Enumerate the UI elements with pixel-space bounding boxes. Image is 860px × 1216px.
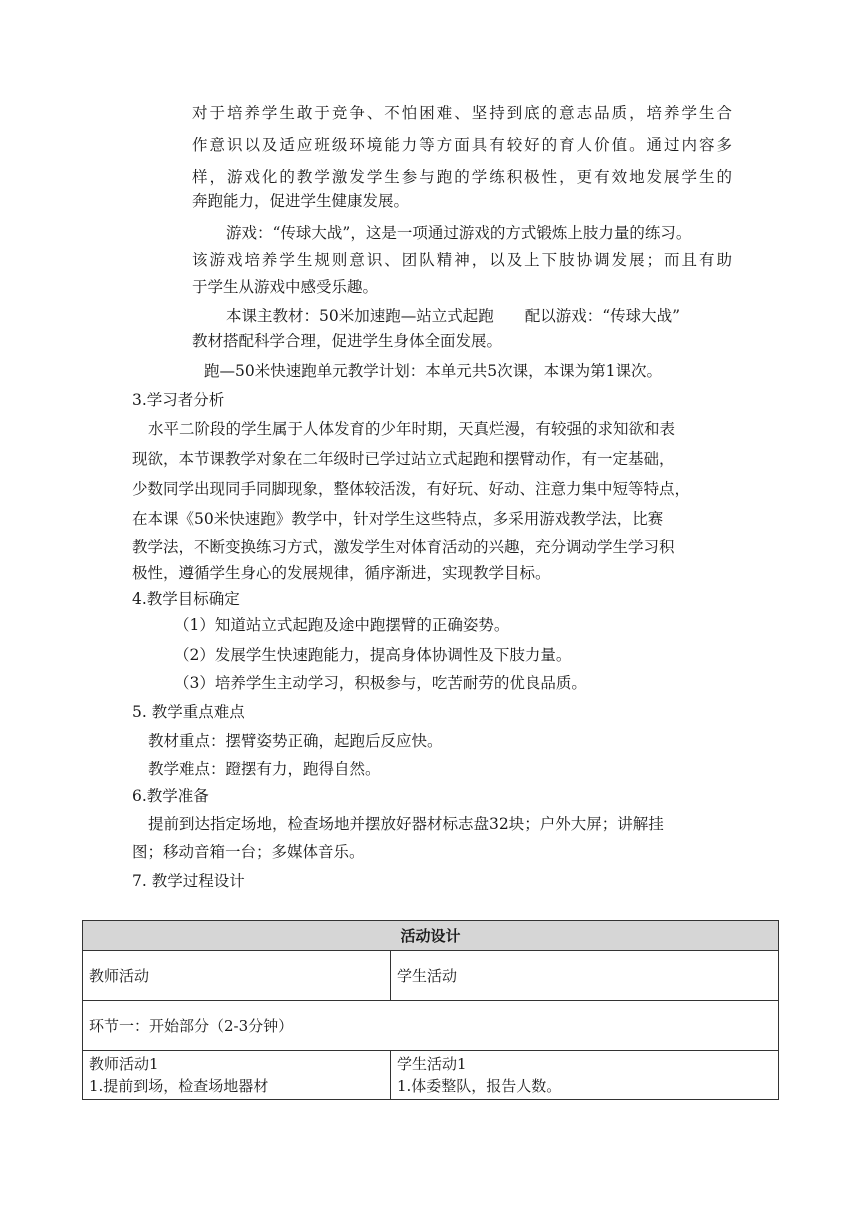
text-line: 游戏：“传球大战”，这是一项通过游戏的方式锻炼上肢力量的练习。: [226, 224, 692, 242]
text-line: 现欲，本节课教学对象在二年级时已学过站立式起跑和摆臂动作，有一定基础，: [132, 450, 675, 468]
stage-row: 环节一：开始部分（2-3分钟）: [83, 1001, 779, 1051]
teacher-activity-header: 教师活动: [83, 951, 391, 1001]
goal-item: （2）发展学生快速跑能力，提高身体协调性及下肢力量。: [174, 646, 572, 664]
teacher-activity-cell: [83, 1051, 391, 1100]
section-heading: 3.学习者分析: [132, 391, 225, 409]
goal-item: （3）培养学生主动学习，积极参与，吃苦耐劳的优良品质。: [174, 674, 587, 692]
text-line: 对于培养学生敢于竞争、不怕困难、坚持到底的意志品质，培养学生合: [192, 104, 732, 122]
text-line: 少数同学出现同手同脚现象，整体较活泼，有好玩、好动、注意力集中短等特点，: [132, 480, 691, 498]
goal-item: （1）知道站立式起跑及途中跑摆臂的正确姿势。: [174, 616, 510, 634]
section-heading: 6.教学准备: [132, 787, 209, 805]
text-line: 该游戏培养学生规则意识、团队精神，以及上下肢协调发展；而且有助: [192, 251, 732, 269]
difficulty-line: 教学难点：蹬摆有力，跑得自然。: [148, 760, 381, 778]
text-line: 教学法，不断变换练习方式，激发学生对体育活动的兴趣，充分调动学生学习积: [132, 538, 675, 556]
section-heading: 7. 教学过程设计: [132, 872, 245, 890]
cell-line: 教师活动1: [89, 1055, 159, 1073]
student-activity-cell: [391, 1051, 779, 1100]
section-heading: 5. 教学重点难点: [132, 703, 245, 721]
unit-plan-line: 跑—50米快速跑单元教学计划：本单元共5次课，本课为第1课次。: [204, 362, 662, 380]
text-line: 样，游戏化的教学激发学生参与跑的学练积极性，更有效地发展学生的: [192, 168, 732, 186]
text-line: 于学生从游戏中感受乐趣。: [192, 278, 379, 296]
text-line: 奔跑能力，促进学生健康发展。: [192, 192, 410, 210]
text-line: 图；移动音箱一台；多媒体音乐。: [132, 843, 365, 861]
cell-line: 1.体委整队，报告人数。: [397, 1077, 562, 1095]
text-line: 教材搭配科学合理，促进学生身体全面发展。: [192, 332, 503, 350]
text-line: 作意识以及适应班级环境能力等方面具有较好的育人价值。通过内容多: [192, 136, 732, 154]
cell-line: 学生活动1: [397, 1055, 467, 1073]
table-title: 活动设计: [83, 921, 779, 951]
text-line: 本课主教材：50米加速跑—站立式起跑 配以游戏：“传球大战”: [226, 307, 681, 325]
activity-design-table: [82, 920, 779, 1100]
student-activity-header: 学生活动: [391, 951, 779, 1001]
text-line: 提前到达指定场地，检查场地并摆放好器材标志盘32块；户外大屏；讲解挂: [148, 815, 664, 833]
section-heading: 4.教学目标确定: [132, 590, 240, 608]
text-line: 在本课《50米快速跑》教学中，针对学生这些特点，多采用游戏教学法，比赛: [132, 510, 664, 528]
key-point-line: 教材重点：摆臂姿势正确，起跑后反应快。: [148, 732, 443, 750]
cell-line: 1.提前到场，检查场地器材: [89, 1077, 269, 1095]
text-line: 极性，遵循学生身心的发展规律，循序渐进，实现教学目标。: [132, 564, 551, 582]
text-line: 水平二阶段的学生属于人体发育的少年时期，天真烂漫，有较强的求知欲和表: [148, 420, 676, 438]
